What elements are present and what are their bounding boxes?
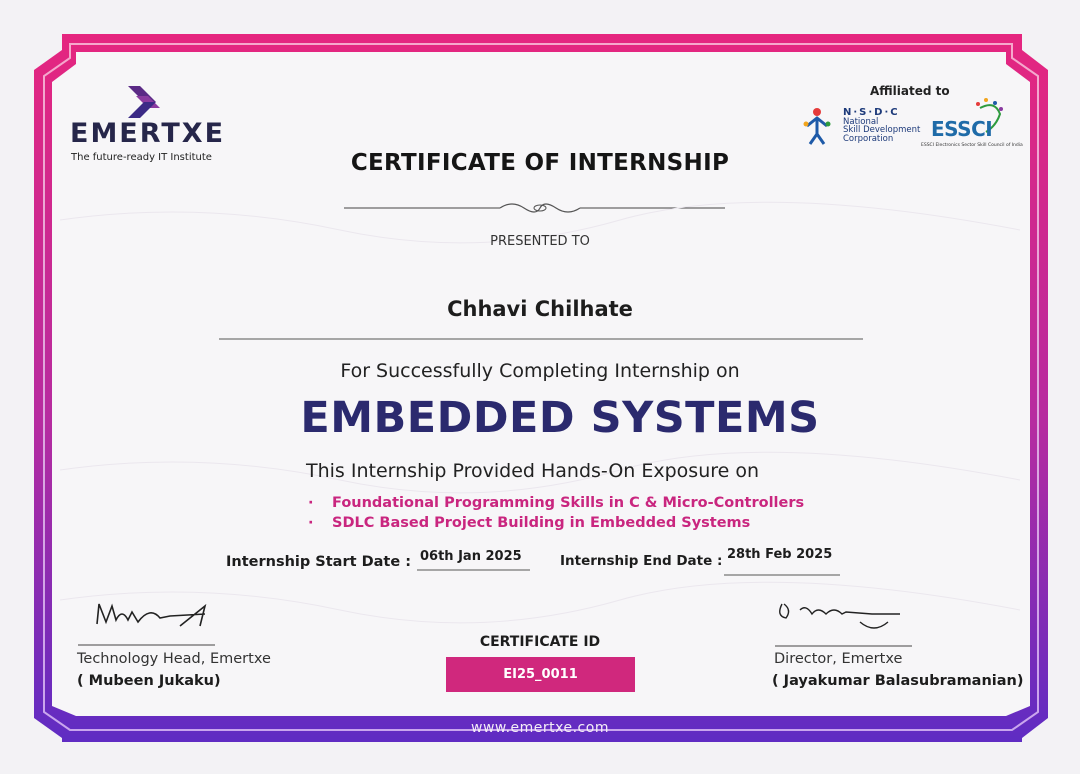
end-date-value: 28th Feb 2025 <box>727 547 833 562</box>
start-date-label: Internship Start Date : <box>226 554 412 570</box>
nsdc-name-2: Skill Development <box>843 125 921 135</box>
topic-item: · SDLC Based Project Building in Embedded Systems <box>308 515 751 531</box>
topic-text: Foundational Programming Skills in C & Micro-Controllers <box>332 495 805 511</box>
left-signatory-title: Technology Head, Emertxe <box>77 651 271 667</box>
essci-name: ESSCI Electronics Sector Skill Council of India <box>921 143 1023 148</box>
brand-tagline: The future-ready IT Institute <box>71 152 212 163</box>
certificate-title: CERTIFICATE OF INTERNSHIP <box>350 150 730 176</box>
topic-item: · Foundational Programming Skills in C & Micro-Controllers <box>308 495 805 511</box>
right-signatory-name: ( Jayakumar Balasubramanian) <box>772 673 1024 689</box>
left-signatory-name: ( Mubeen Jukaku) <box>77 673 221 689</box>
nsdc-name-3: Corporation <box>843 133 894 144</box>
nsdc-name-1: National <box>843 116 879 127</box>
completion-text: For Successfully Completing Internship on <box>340 360 740 382</box>
start-date-value: 06th Jan 2025 <box>420 549 522 564</box>
right-signatory-title: Director, Emertxe <box>774 651 903 667</box>
end-date-label: Internship End Date : <box>560 553 723 569</box>
affiliation-label: Affiliated to <box>870 84 950 98</box>
website-link[interactable]: www.emertxe.com <box>471 720 609 736</box>
recipient-name: Chhavi Chilhate <box>447 297 633 321</box>
presented-to: PRESENTED TO <box>490 234 590 249</box>
brand-name: EMERTXE <box>70 118 226 149</box>
certificate-id-value: EI25_0011 <box>446 657 635 692</box>
topic-text: SDLC Based Project Building in Embedded Systems <box>332 515 751 531</box>
nsdc-abbr: N·S·D·C <box>843 107 900 118</box>
program-name: EMBEDDED SYSTEMS <box>300 393 820 443</box>
certificate-id-label: CERTIFICATE ID <box>479 634 601 650</box>
exposure-text: This Internship Provided Hands-On Exposure on <box>306 460 760 482</box>
nsdc-text <box>843 109 920 143</box>
essci-abbr: ESSCI <box>931 117 993 141</box>
